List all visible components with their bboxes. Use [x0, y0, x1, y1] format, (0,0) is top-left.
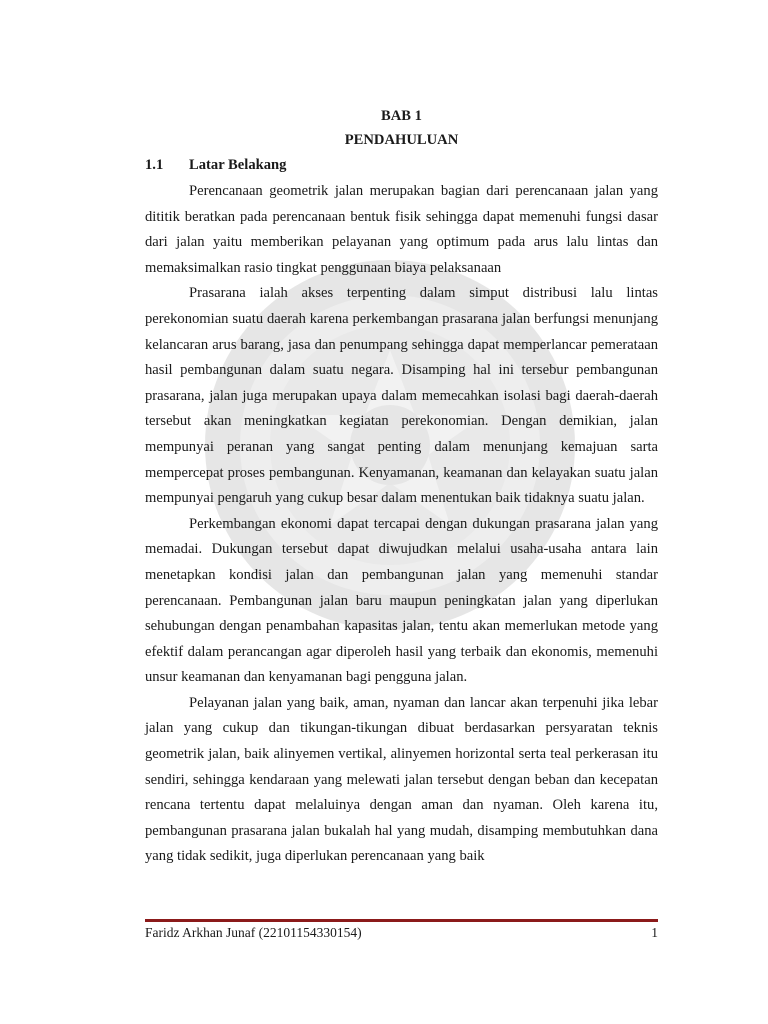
footer-rule	[145, 919, 658, 922]
document-body	[145, 100, 658, 870]
paragraph-3: Perkembangan ekonomi dapat tercapai dengan dukungan prasarana jalan yang memadai. Dukungan tersebut dapat diwujudkan melalui usaha-usaha antara lain menetapkan kondisi jalan dan pembangunan jalan yang memenuhi standar perencanaan. Pembangunan jalan baru maupun peningkatan jalan yang diperlukan sehubungan dengan penambahan kapasitas jalan, tentu akan memerlukan metode yang efektif dalam perancangan agar diperoleh hasil yang terbaik dan ekonomis, memenuhi unsur keamanan dan kenyamanan bagi pengguna jalan.	[145, 515, 658, 686]
section-title: Latar Belakang	[189, 157, 287, 173]
chapter-label: BAB 1	[381, 108, 422, 124]
section-heading	[145, 152, 658, 179]
paragraph-1: Perencanaan geometrik jalan merupakan bagian dari perencanaan jalan yang dititik beratkan pada perencanaan bentuk fisik sehingga dapat memenuhi fungsi dasar dari jalan yaitu memberikan pelayanan yang optimum pada arus lalu lintas dan memaksimalkan rasio tingkat penggunaan biaya pelaksanaan	[145, 183, 658, 276]
chapter-title: PENDAHULUAN	[344, 132, 459, 148]
footer-author: Faridz Arkhan Junaf (22101154330154)	[145, 925, 362, 940]
page-footer	[145, 925, 658, 941]
section-number: 1.1	[145, 157, 164, 173]
paragraph-2: Prasarana ialah akses terpenting dalam simput distribusi lalu lintas perekonomian suatu daerah karena perkembangan prasarana jalan berfungsi menunjang kelancaran arus barang, jasa dan penumpang sehingga dapat memperlancar pemerataan hasil pembangunan dalam suatu negara. Disamping hal ini tersebur pembangunan prasarana, jalan juga merupakan upaya dalam memecahkan isolasi bagi daerah-daerah tersebut akan meningkatkan kegiatan perekonomian. Dengan demikian, jalan mempunyai peranan yang sangat penting dalam menunjang kemajuan sarta mempercepat proses pembangunan. Kenyamanan, keamanan dan kelayakan suatu jalan mempunyai pengaruh yang cukup besar dalam menentukan baik tidaknya suatu jalan.	[145, 285, 658, 507]
footer-page-number: 1	[651, 925, 658, 940]
paragraph-4: Pelayanan jalan yang baik, aman, nyaman dan lancar akan terpenuhi jika lebar jalan yang cukup dan tikungan-tikungan dibuat berdasarkan persyaratan teknis geometrik jalan, baik alinyemen vertikal, alinyemen horizontal serta teal perkerasan itu sendiri, sehingga kendaraan yang melewati jalan tersebut dengan beban dan kecepatan rencana tertentu dapat melaluinya dengan aman dan nyaman. Oleh karena itu, pembangunan prasarana jalan bukalah hal yang mudah, disamping membutuhkan dana yang tidak sedikit, juga diperlukan perencanaan yang baik	[145, 694, 658, 865]
